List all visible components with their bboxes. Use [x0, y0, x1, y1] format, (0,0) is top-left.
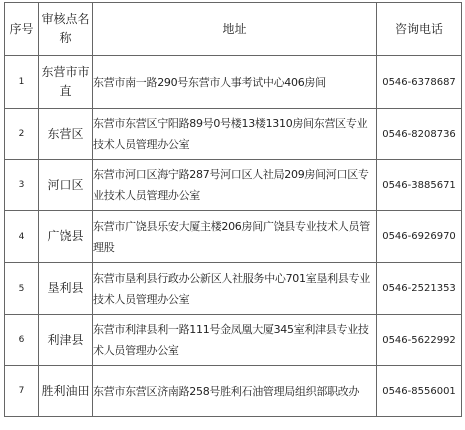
- row-phone: 0546-6926970: [377, 211, 462, 263]
- header-no: 序号: [5, 3, 39, 56]
- row-no: 7: [5, 366, 39, 417]
- row-phone: 0546-5622992: [377, 315, 462, 366]
- table-row: [5, 160, 462, 211]
- header-phone: 咨询电话: [377, 3, 462, 56]
- row-phone: 0546-2521353: [377, 263, 462, 315]
- review-point-table: [4, 2, 462, 417]
- row-phone: 0546-8208736: [377, 109, 462, 160]
- table-row: [5, 56, 462, 109]
- table-row: [5, 263, 462, 315]
- row-address: 东营市利津县利一路111号金凤凰大厦345室利津县专业技术人员管理办公室: [93, 315, 377, 366]
- table-row: [5, 315, 462, 366]
- row-unit: 利津县: [39, 315, 93, 366]
- row-address: 东营市东营区济南路258号胜利石油管理局组织部职改办: [93, 366, 377, 417]
- row-no: 5: [5, 263, 39, 315]
- header-unit: 审核点名称: [39, 3, 93, 56]
- row-no: 1: [5, 56, 39, 109]
- table-row: [5, 109, 462, 160]
- row-no: 3: [5, 160, 39, 211]
- row-unit: 河口区: [39, 160, 93, 211]
- row-unit: 东营市市直: [39, 56, 93, 109]
- row-phone: 0546-8556001: [377, 366, 462, 417]
- row-address: 东营市广饶县乐安大厦主楼206房间广饶县专业技术人员管理股: [93, 211, 377, 263]
- row-phone: 0546-3885671: [377, 160, 462, 211]
- row-address: 东营市东营区宁阳路89号0号楼13楼1310房间东营区专业技术人员管理办公室: [93, 109, 377, 160]
- row-unit: 广饶县: [39, 211, 93, 263]
- row-no: 2: [5, 109, 39, 160]
- row-no: 4: [5, 211, 39, 263]
- row-address: 东营市南一路290号东营市人事考试中心406房间: [93, 56, 377, 109]
- table-row: [5, 211, 462, 263]
- row-address: 东营市垦利县行政办公新区人社服务中心701室垦利县专业技术人员管理办公室: [93, 263, 377, 315]
- row-phone: 0546-6378687: [377, 56, 462, 109]
- row-unit: 东营区: [39, 109, 93, 160]
- header-address: 地址: [93, 3, 377, 56]
- row-unit: 垦利县: [39, 263, 93, 315]
- row-unit: 胜利油田: [39, 366, 93, 417]
- row-no: 6: [5, 315, 39, 366]
- table-row: [5, 366, 462, 417]
- row-address: 东营市河口区海宁路287号河口区人社局209房间河口区专业技术人员管理办公室: [93, 160, 377, 211]
- header-row: [5, 3, 462, 56]
